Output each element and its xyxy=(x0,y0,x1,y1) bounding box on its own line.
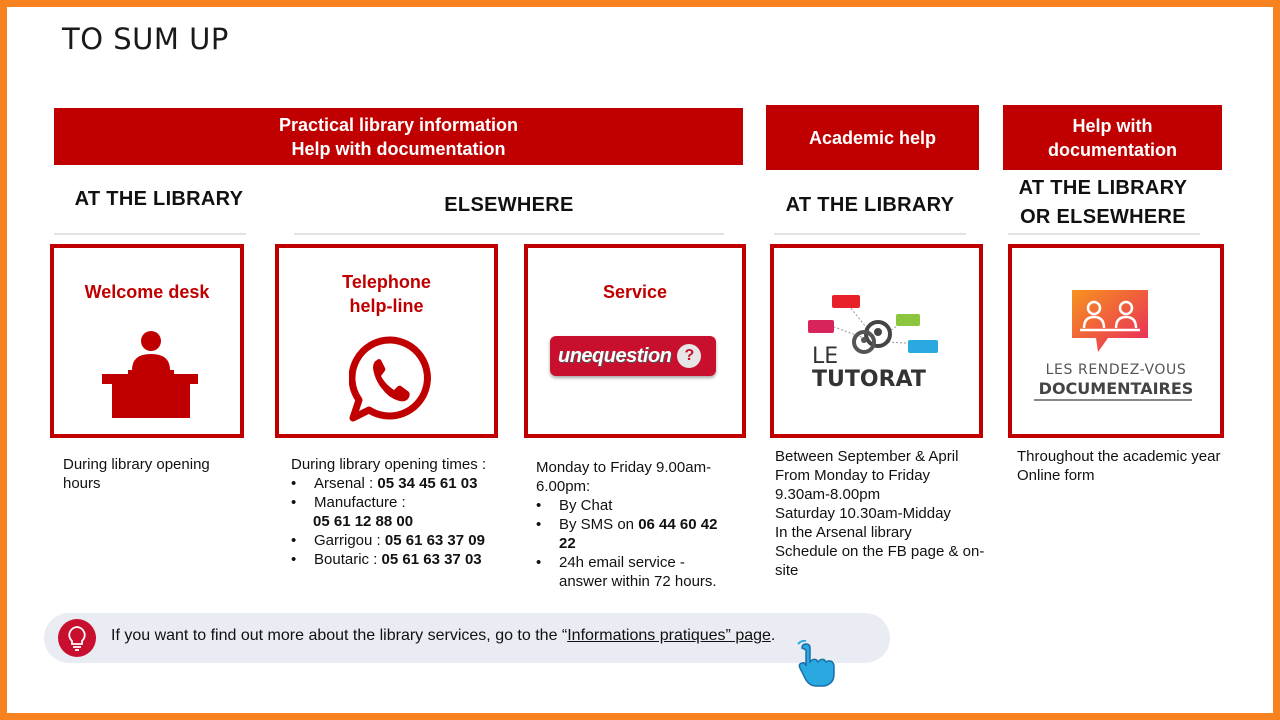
lightbulb-icon xyxy=(58,619,96,657)
tutorat-logo-name: TUTORAT xyxy=(812,367,926,392)
card-telephone xyxy=(275,244,498,438)
section-elsewhere: ELSEWHERE xyxy=(444,194,574,216)
details-tutorat xyxy=(775,447,995,580)
banner-practical-line1: Practical library information xyxy=(278,114,519,135)
card-service xyxy=(524,244,746,438)
section-divider xyxy=(1008,233,1200,235)
welcome-hours-line2: hours xyxy=(63,475,101,492)
section-at-library-2: AT THE LIBRARY xyxy=(785,194,955,216)
details-welcome xyxy=(63,455,263,493)
sms-number: 06 44 60 42 xyxy=(638,516,718,533)
banner-help-doc-line1: Help with xyxy=(1072,115,1153,136)
tutorat-line: From Monday to Friday xyxy=(775,467,931,484)
tutorat-line: 9.30am-8.00pm xyxy=(775,486,881,503)
list-item: • Garrigou : 05 61 63 37 09 xyxy=(291,531,521,550)
tutorat-logo-le: LE xyxy=(812,344,839,369)
section-divider xyxy=(294,233,724,235)
list-item: • Arsenal : 05 34 45 61 03 xyxy=(291,474,521,493)
tutorat-line: site xyxy=(775,562,799,579)
tutorat-line: Schedule on the FB page & on- xyxy=(775,543,985,560)
rendez-vous-logo-line2: DOCUMENTAIRES xyxy=(1038,379,1194,398)
service-hours-line2: 6.00pm: xyxy=(536,478,591,495)
details-telephone xyxy=(291,455,521,569)
section-at-library-1: AT THE LIBRARY xyxy=(74,188,244,210)
unequestion-logo-text: unequestion xyxy=(558,344,672,367)
info-text: If you want to find out more about the library services, go to the “Informations pratiques” page. xyxy=(111,627,776,644)
banner-academic-label: Academic help xyxy=(808,127,937,148)
manufacture-phone-number: 05 61 12 88 00 xyxy=(313,513,414,530)
banner-practical-line2: Help with documentation xyxy=(291,138,506,159)
page-title: TO SUM UP xyxy=(62,22,229,56)
list-item: • Manufacture : xyxy=(291,493,521,512)
rendez-vous-meeting-icon xyxy=(1068,286,1152,356)
informations-pratiques-link[interactable]: Informations pratiques” page xyxy=(567,627,771,644)
banner-practical xyxy=(54,108,743,165)
card-service-title: Service xyxy=(602,282,668,302)
section-divider xyxy=(54,233,246,235)
list-item: • 24h email service - answer within 72 hours. xyxy=(536,553,746,591)
details-service xyxy=(536,458,746,591)
service-hours-line1: Monday to Friday 9.00am- xyxy=(536,459,712,476)
unequestion-logo xyxy=(550,336,716,376)
section-line2: OR ELSEWHERE xyxy=(1020,206,1186,228)
boutaric-phone-number: 05 61 63 37 03 xyxy=(381,551,482,568)
card-tutorat xyxy=(770,244,983,438)
welcome-hours-line1: During library opening xyxy=(63,456,210,473)
banner-help-documentation xyxy=(1003,105,1222,170)
card-telephone-title xyxy=(279,270,494,318)
details-rendez-vous xyxy=(1017,447,1257,485)
rdv-line: Online form xyxy=(1017,467,1095,484)
banner-help-doc-line2: documentation xyxy=(1048,139,1177,160)
rdv-line: Throughout the academic year xyxy=(1017,448,1221,465)
card-welcome-desk xyxy=(50,244,244,438)
banner-academic xyxy=(766,105,979,170)
whatsapp-phone-icon xyxy=(349,336,433,422)
tutorat-line: Saturday 10.30am-Midday xyxy=(775,505,951,522)
tutorat-line: In the Arsenal library xyxy=(775,524,912,541)
telephone-intro: During library opening times : xyxy=(291,456,487,473)
rendez-vous-logo-underline xyxy=(1034,399,1192,401)
list-item: • Boutaric : 05 61 63 37 03 xyxy=(291,550,521,569)
reception-desk-icon xyxy=(98,328,198,420)
card-welcome-title: Welcome desk xyxy=(84,282,210,302)
section-line1: AT THE LIBRARY xyxy=(1018,177,1188,199)
section-divider xyxy=(774,233,966,235)
section-at-library-or-elsewhere xyxy=(1005,174,1201,232)
tutorat-line: Between September & April xyxy=(775,448,959,465)
rendez-vous-logo-line1: LES RENDEZ-VOUS xyxy=(1045,362,1187,378)
question-bubble-icon: ? xyxy=(677,344,701,368)
card-rendez-vous xyxy=(1008,244,1224,438)
arsenal-phone-number: 05 34 45 61 03 xyxy=(377,475,478,492)
list-item: • By SMS on 06 44 60 42 22 xyxy=(536,515,746,553)
card-telephone-title-line2: help-line xyxy=(349,296,424,316)
garrigou-phone-number: 05 61 63 37 09 xyxy=(384,532,485,549)
list-item: • By Chat xyxy=(536,496,746,515)
pointing-hand-icon xyxy=(796,640,840,690)
card-telephone-title-line1: Telephone xyxy=(342,272,431,292)
